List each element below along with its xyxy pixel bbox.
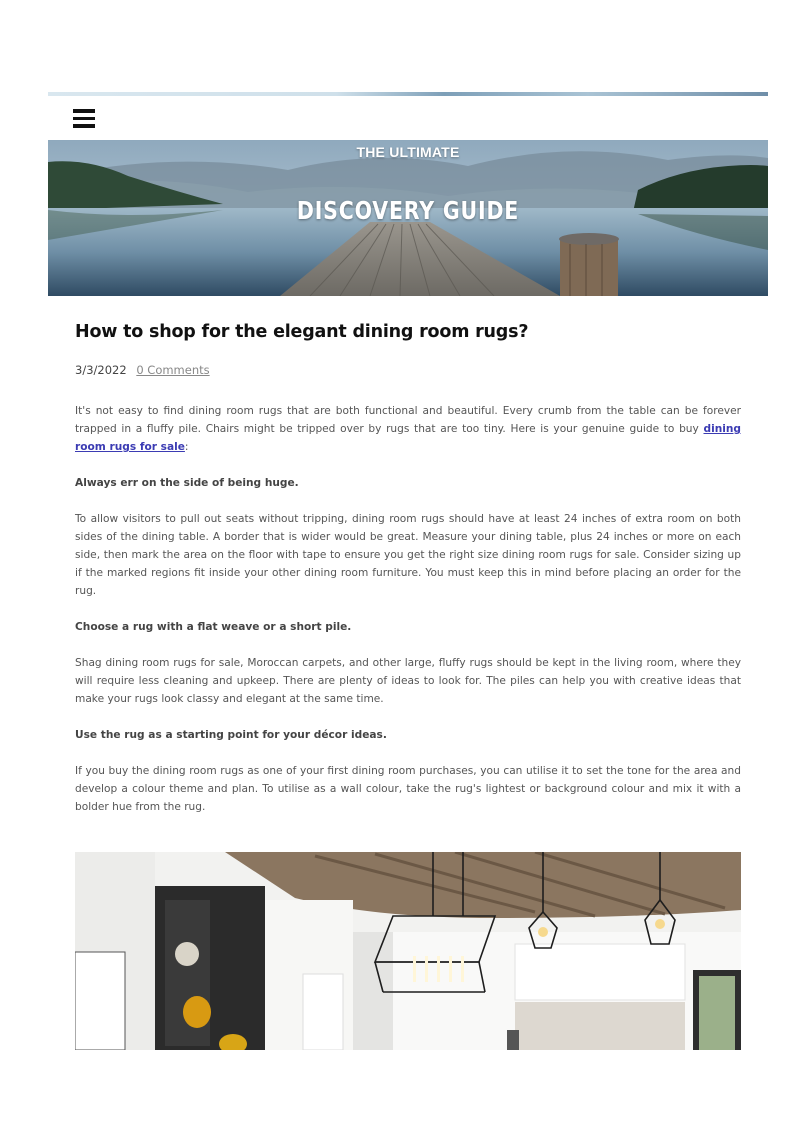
blog-post: [75, 322, 741, 834]
comments-link[interactable]: 0 Comments: [136, 363, 210, 377]
dining-room-photo: [75, 852, 741, 1050]
intro-paragraph: [75, 402, 741, 456]
menu-icon[interactable]: [73, 109, 95, 128]
section-heading-1: Always err on the side of being huge.: [75, 477, 299, 489]
section-heading-2: Choose a rug with a flat weave or a short pile.: [75, 621, 352, 633]
section-paragraph-1: To allow visitors to pull out seats without tripping, dining room rugs should have at least 24 inches of extra room on both sides of the dining table. A border that is wider would be great. Measure your dining table, plus 24 inches or more on each side, then mark the area on the floor with tape to ensure you get the right size dining room rugs for sale. Consider sizing up if the marked regions fit inside your other dining room furniture. You must keep this in mind before placing an order for the rug.: [75, 513, 741, 597]
post-title[interactable]: How to shop for the elegant dining room rugs?: [75, 322, 529, 342]
header-banner: [48, 140, 768, 296]
section-paragraph-3: If you buy the dining room rugs as one of your first dining room purchases, you can utilise it to set the tone for the area and develop a colour theme and plan. To utilise as a wall colour, take the rug's lightest or background colour and mix it with a bolder hue from the rug.: [75, 765, 741, 813]
site-title[interactable]: DISCOVERY GUIDE: [296, 196, 520, 225]
post-meta: [75, 363, 741, 377]
nav-bar: [48, 96, 768, 140]
section-paragraph-2: Shag dining room rugs for sale, Moroccan carpets, and other large, fluffy rugs should be kept in the living room, where they will require less cleaning and upkeep. There are plenty of ideas to look for. The piles can help you with creative ideas that make your rugs look classy and elegant at the same time.: [75, 657, 741, 705]
post-body: [75, 402, 741, 816]
section-heading-3: Use the rug as a starting point for your décor ideas.: [75, 729, 387, 741]
post-date: 3/3/2022: [75, 363, 127, 377]
dining-room-rugs-link[interactable]: dining room rugs for sale: [75, 423, 741, 453]
site-subtitle: THE ULTIMATE: [356, 144, 460, 160]
intro-text: It's not easy to find dining room rugs that are both functional and beautiful. Every crumb from the table can be forever trapped in a fluffy pile. Chairs might be tripped over by rugs that are too tiny. Here is your genuine guide to buy: [75, 405, 741, 435]
intro-end: :: [184, 441, 189, 453]
